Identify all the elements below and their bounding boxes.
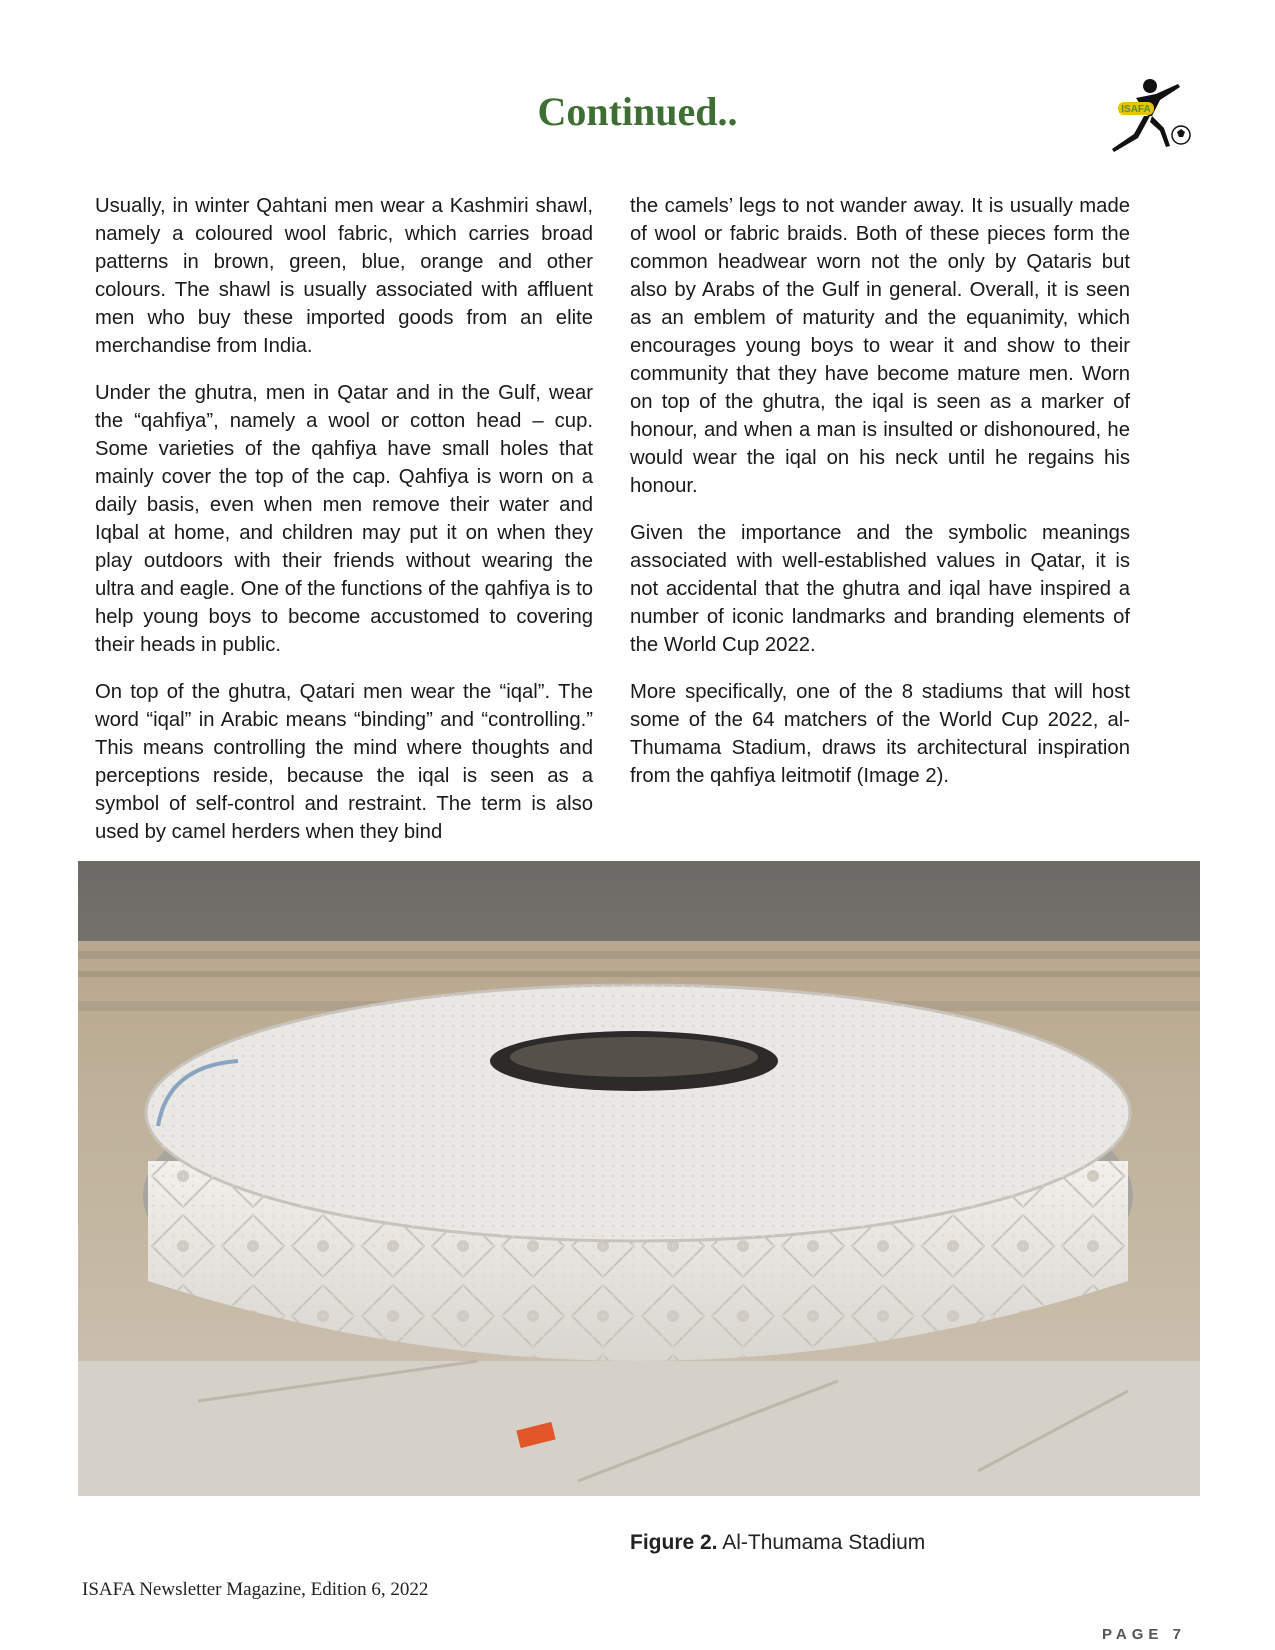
figure-caption-text: Al-Thumama Stadium — [722, 1531, 926, 1554]
paragraph: More specifically, one of the 8 stadiums that will host some of the 64 matchers of the World Cup 2022, al-Thumama Stadium, draws its architectural inspiration from the qahfiya leitmotif (Image 2). — [630, 681, 1130, 787]
stadium-photo — [78, 861, 1200, 1496]
paragraph: Under the ghutra, men in Qatar and in the Gulf, wear the “qahfiya”, namely a wool or cotton head – cup. Some varieties of the qahfiya have small holes that mainly cover the top of the cap. Qahfiya is worn on a daily basis, even when men remove their water and Iqbal at home, and children may put it on when they play outdoors with their friends without wearing the ultra and eagle. One of the functions of the qahfiya is to help young boys to become accustomed to covering their heads in public. — [95, 382, 593, 656]
page-title: Continued.. — [537, 89, 738, 134]
isafa-logo — [1108, 76, 1200, 162]
paragraph: the camels’ legs to not wander away. It is usually made of wool or fabric braids. Both of these pieces form the common headwear worn not the only by Qataris but also by Arabs of the Gulf in general. Overall, it is seen as an emblem of maturity and the equanimity, which encourages young boys to wear it and show to their community that they have become mature men. Worn on top of the ghutra, the iqal is seen as a marker of honour, and when a man is insulted or dishonoured, he would wear the iqal on his neck until he regains his honour. — [630, 195, 1130, 497]
logo-text: ISAFA — [1121, 104, 1151, 115]
article-right-column — [630, 192, 1130, 809]
figure-label: Figure 2. — [630, 1531, 718, 1554]
footer-publication: ISAFA Newsletter Magazine, Edition 6, 2022 — [82, 1579, 429, 1600]
paragraph: On top of the ghutra, Qatari men wear the “iqal”. The word “iqal” in Arabic means “binding” and “controlling.” This means controlling the mind where thoughts and perceptions reside, because the iqal is seen as a symbol of self-control and restraint. The term is also used by camel herders when they bind — [95, 681, 593, 843]
paragraph: Given the importance and the symbolic meanings associated with well-established values in Qatar, it is not accidental that the ghutra and iqal have inspired a number of iconic landmarks and branding elements of the World Cup 2022. — [630, 522, 1130, 656]
figure-caption — [630, 1531, 925, 1555]
article-left-column — [95, 192, 593, 865]
paragraph: Usually, in winter Qahtani men wear a Kashmiri shawl, namely a coloured wool fabric, which carries broad patterns in brown, green, blue, orange and other colours. The shawl is usually associated with affluent men who buy these imported goods from an elite merchandise from India. — [95, 195, 593, 357]
page-number: PAGE 7 — [1102, 1626, 1186, 1643]
